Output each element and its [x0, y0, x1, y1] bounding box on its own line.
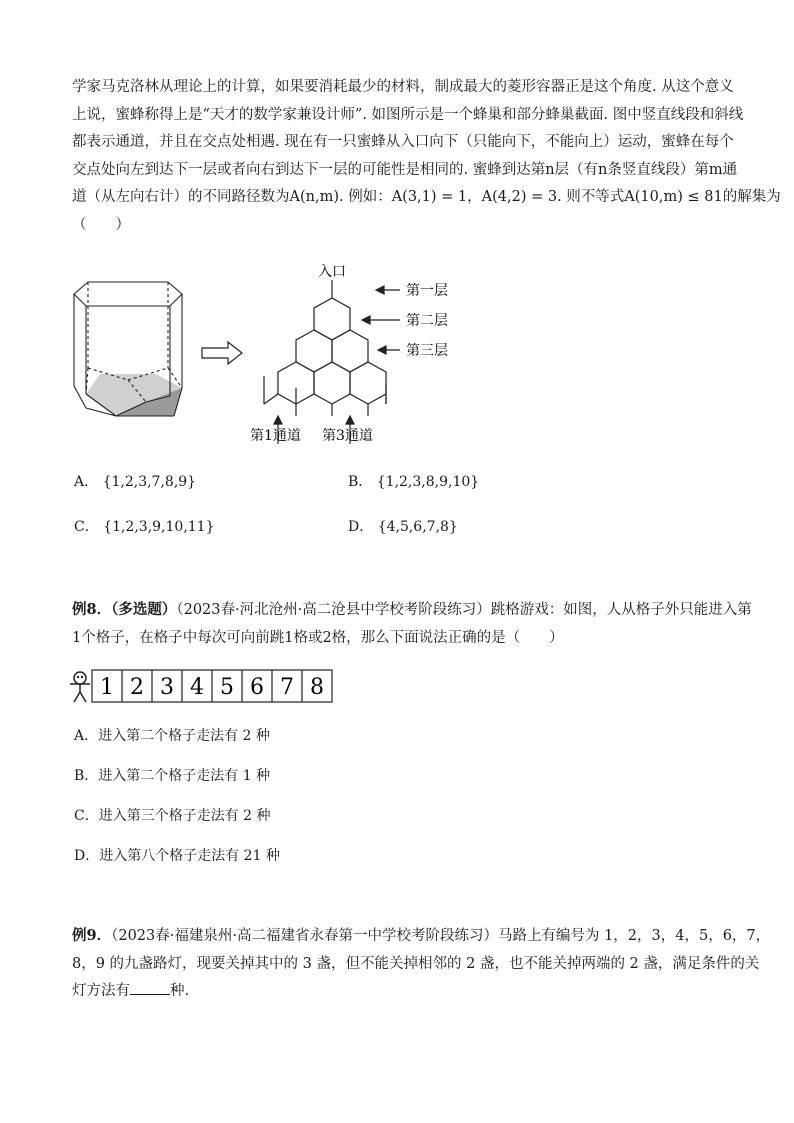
- problem-source-text: （2023春·河北沧州·高二沧县中学校考阶段练习）跳格游戏：如图，人从格子外只能进入第: [176, 602, 752, 618]
- text-line: 都表示通道，并且在交点处相遇. 现在有一只蜜蜂从入口向下（只能向下，不能向上）运动，蜜蜂在每个: [72, 134, 734, 150]
- option-c[interactable]: [74, 517, 215, 537]
- option-b[interactable]: B．进入第二个格子走法有 1 种: [74, 768, 271, 784]
- option-text: {1,2,3,7,8,9}: [102, 474, 197, 490]
- option-b[interactable]: [348, 472, 479, 492]
- grid-cell-1: 1: [100, 675, 114, 700]
- option-label: D．: [348, 519, 374, 535]
- layer-2-label: 第二层: [406, 313, 448, 329]
- grid-cell-4: 4: [190, 675, 204, 700]
- channel-1-label: 第1通道: [250, 428, 301, 444]
- problem-9-line-1: [72, 922, 771, 951]
- channel-3-label: 第3通道: [322, 428, 373, 444]
- person-icon: [70, 672, 90, 702]
- layer-1-label: 第一层: [406, 283, 448, 299]
- hexagonal-prism-figure: [66, 276, 196, 436]
- question-type-tag: （多选题）: [111, 601, 177, 618]
- problem-9-text: [72, 922, 771, 1006]
- text-line: 道（从左向右计）的不同路径数为A(n,m). 例如：A(3,1) = 1，A(4,2) = 3. 则不等式A(10,m) ≤ 81的解集为: [72, 189, 781, 205]
- option-text: {1,2,3,9,10,11}: [103, 519, 215, 535]
- option-d[interactable]: [348, 517, 458, 537]
- honeycomb-figure: [240, 256, 480, 456]
- hopscotch-grid: [70, 668, 340, 708]
- grid-cell-3: 3: [160, 675, 174, 700]
- option-c[interactable]: C．进入第三个格子走法有 2 种: [74, 808, 271, 824]
- text-line: 交点处向左到达下一层或者向右到达下一层的可能性是相同的. 蜜蜂到达第n层（有n条竖直线段）第m通: [72, 161, 738, 178]
- problem-8-line-1: [72, 596, 752, 625]
- problem-8-text: [72, 596, 752, 652]
- option-d[interactable]: D．进入第八个格子走法有 21 种: [74, 848, 280, 864]
- grid-cell-2: 2: [130, 675, 144, 700]
- text-fragment: 灯方法有: [72, 983, 130, 999]
- text-line: 上说，蜜蜂称得上是“天才的数学家兼设计师”. 如图所示是一个蜂巢和部分蜂巢截面. 图中竖直线段和斜线: [72, 106, 744, 123]
- grid-cell-6: 6: [250, 675, 264, 700]
- option-a[interactable]: [74, 472, 196, 492]
- option-label: B．: [348, 474, 373, 490]
- problem-source-text: （2023春·福建泉州·高二福建省永春第一中学校考阶段练习）马路上有编号为 1，2，3，4，5，6，7，: [111, 928, 771, 944]
- problem-7-text: [72, 74, 781, 239]
- option-text: {1,2,3,8,9,10}: [376, 474, 480, 490]
- answer-blank[interactable]: [130, 980, 170, 995]
- grid-cell-7: 7: [280, 675, 294, 700]
- problem-number: 例9．: [72, 927, 112, 944]
- grid-cell-5: 5: [220, 675, 234, 700]
- layer-3-label: 第三层: [406, 343, 448, 359]
- problem-number: 例8．: [72, 601, 112, 618]
- text-fragment: 种.: [170, 983, 190, 999]
- hopscotch-svg: [70, 668, 340, 704]
- grid-cell-8: 8: [310, 675, 324, 700]
- text-line: 学家马克洛林从理论上的计算，如果要消耗最少的材料，制成最大的菱形容器正是这个角度. 从这个意义: [72, 79, 734, 95]
- text-line: 1个格子，在格子中每次可向前跳1格或2格，那么下面说法正确的是（ ）: [72, 629, 564, 646]
- option-label: A．: [74, 474, 99, 490]
- option-text: {4,5,6,7,8}: [377, 519, 458, 535]
- entrance-label: 入口: [318, 264, 346, 280]
- text-line: 8，9 的九盏路灯，现要关掉其中的 3 盏，但不能关掉相邻的 2 盏，也不能关掉两端的 2 盏，满足条件的关: [72, 955, 760, 972]
- text-line: （ ）: [72, 216, 130, 233]
- problem-9-line-3: [72, 978, 732, 1006]
- option-label: C．: [74, 519, 99, 535]
- option-a[interactable]: A．进入第二个格子走法有 2 种: [74, 728, 270, 744]
